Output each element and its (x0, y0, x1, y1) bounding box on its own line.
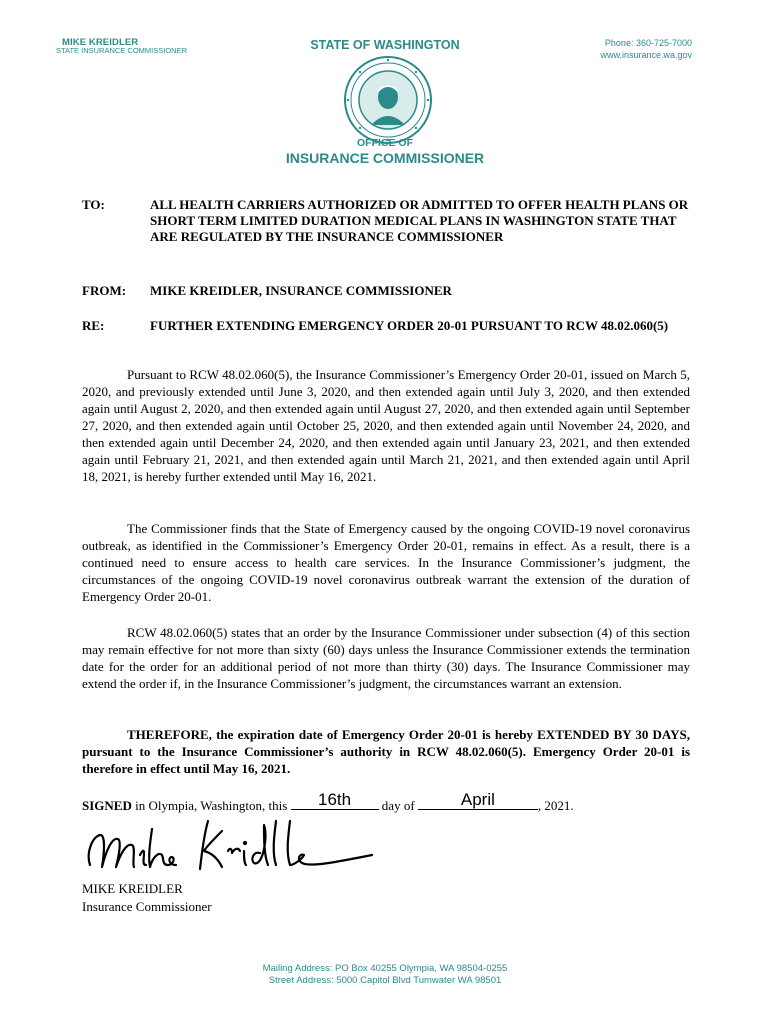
phone-number: Phone: 360-725-7000 (604, 38, 692, 48)
street-address: Street Address: 5000 Capitol Blvd Tumwater WA 98501 (268, 975, 502, 986)
mailing-address: Mailing Address: PO Box 40255 Olympia, WA 98504-0255 (262, 963, 508, 974)
paragraph-text: Pursuant to RCW 48.02.060(5), the Insurance Commissioner’s Emergency Order 20-01, issued on March 5, 2020, and previously extended until June 3, 2020, and then extended again until July 3, 2020, and then extended again until August 2, 2020, and then extended again until August 27, 2020, and then extended again until September 27, 2020, and then extended again until October 25, 2020, and then extended again until November 24, 2020, and then extended again until December 24, 2020, and then extended again until January 23, 2021, and then extended again until February 21, 2021, and then extended again until March 21, 2021, and then extended again until April 18, 2021, is hereby further extended until May 16, 2021. (82, 367, 690, 484)
paragraph-statute (82, 624, 690, 692)
footer-address (0, 963, 770, 987)
handwritten-signature-icon (82, 815, 382, 885)
paragraph-findings (82, 520, 690, 605)
paragraph-text: The Commissioner finds that the State of Emergency caused by the ongoing COVID-19 novel coronavirus outbreak, as identified in the Commissioner’s Emergency Order 20-01, remains in effect. As a result, there is a continued need to ensure access to health care services. In the Insurance Commissioner’s judgment, the circumstances of the ongoing COVID-19 novel coronavirus outbreak warrant the extension of the duration of Emergency Order 20-01. (82, 521, 690, 604)
to-value: ALL HEALTH CARRIERS AUTHORIZED OR ADMITTED TO OFFER HEALTH PLANS OR SHORT TERM LIMITED DURATION MEDICAL PLANS IN WASHINGTON STATE THAT ARE REGULATED BY THE INSURANCE COMMISSIONER (150, 197, 689, 244)
day-value: 16th (318, 790, 352, 809)
commissioner-title-header: STATE INSURANCE COMMISSIONER (56, 46, 187, 55)
signed-line (82, 790, 574, 814)
office-name: INSURANCE COMMISSIONER (285, 150, 485, 166)
paragraph-text: THEREFORE, the expiration date of Emergency Order 20-01 is hereby EXTENDED BY 30 DAYS, pursuant to the Insurance Commissioner’s authority in RCW 48.02.060(5). Emergency Order 20-01 is therefore in effect until May 16, 2021. (82, 727, 690, 776)
to-label: TO: (82, 197, 105, 212)
day-of-text: day of (378, 798, 418, 813)
day-field[interactable] (291, 790, 379, 810)
contact-info (600, 37, 692, 61)
paragraph-extension-history (82, 366, 690, 485)
website-link[interactable]: www.insurance.wa.gov (600, 50, 692, 60)
from-value: MIKE KREIDLER, INSURANCE COMMISSIONER (150, 283, 452, 298)
month-field[interactable] (418, 790, 538, 810)
paragraph-order (82, 726, 690, 777)
state-heading: STATE OF WASHINGTON (310, 38, 460, 52)
from-label: FROM: (82, 283, 127, 298)
paragraph-text: RCW 48.02.060(5) states that an order by the Insurance Commissioner under subsection (4) of this section may remain effective for not more than sixty (60) days unless the Insurance Commissioner extends the termination date for the order for an additional period of not more than thirty (30) days. The Insurance Commissioner may extend the order if, in the Insurance Commissioner’s judgment, the circumstances warrant an extension. (82, 625, 690, 691)
signed-text: in Olympia, Washington, this (131, 798, 291, 813)
office-of-label: OFFICE OF (357, 137, 413, 149)
signatory-name: MIKE KREIDLER (82, 881, 183, 896)
signatory-block (82, 880, 212, 916)
re-label: RE: (82, 318, 105, 333)
signed-label: SIGNED (82, 798, 132, 813)
year-text: , 2021. (537, 798, 574, 813)
signatory-title: Insurance Commissioner (82, 899, 212, 914)
month-value: April (460, 790, 495, 809)
re-value: FURTHER EXTENDING EMERGENCY ORDER 20-01 PURSUANT TO RCW 48.02.060(5) (150, 318, 669, 333)
commissioner-name-header: MIKE KREIDLER (62, 37, 139, 48)
washington-state-seal-icon (343, 55, 433, 145)
